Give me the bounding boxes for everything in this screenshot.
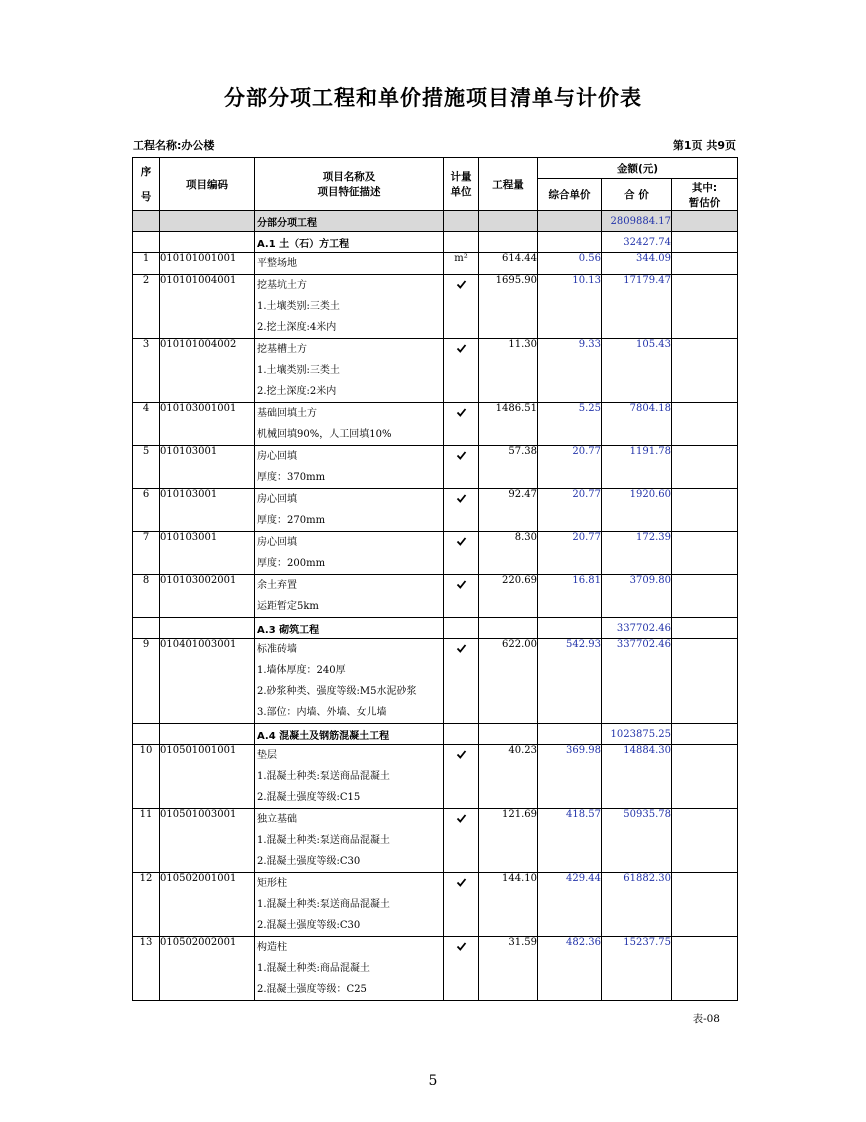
- code-cell: [160, 618, 255, 639]
- project-name: 工程名称:办公楼: [133, 139, 215, 152]
- item-total: 337702.46: [602, 639, 672, 724]
- item-unit: [444, 339, 479, 403]
- item-description: [255, 253, 444, 275]
- item-feature: 厚度：370mm: [257, 472, 326, 483]
- item-description: [255, 532, 444, 575]
- item-unit: m²: [444, 253, 479, 275]
- estimate-cell: [672, 232, 738, 253]
- item-estimate: [672, 639, 738, 724]
- item-estimate: [672, 403, 738, 446]
- item-feature: 1.混凝土种类:泵送商品混凝土: [257, 899, 390, 910]
- check-icon: [456, 813, 467, 824]
- item-estimate: [672, 532, 738, 575]
- item-code: 010502001001: [160, 873, 255, 937]
- item-feature: 2.混凝土强度等级:C15: [257, 792, 361, 803]
- table-tag: 表-08: [692, 1013, 720, 1025]
- check-icon: [456, 536, 467, 547]
- item-feature: 2.混凝土强度等级:C30: [257, 920, 361, 931]
- item-name: 标准砖墙: [257, 644, 297, 655]
- table-body: [133, 211, 738, 1001]
- header-amount: 金额(元): [538, 158, 738, 179]
- qty-cell: [479, 232, 538, 253]
- unit-cell: [444, 211, 479, 232]
- item-total: 172.39: [602, 532, 672, 575]
- item-estimate: [672, 339, 738, 403]
- item-estimate: [672, 253, 738, 275]
- item-name: 房心回填: [257, 451, 297, 462]
- item-total: 7804.18: [602, 403, 672, 446]
- item-feature: 2.挖土深度:4米内: [257, 322, 337, 333]
- item-qty: 614.44: [479, 253, 538, 275]
- item-description: [255, 403, 444, 446]
- item-code: 010103001: [160, 532, 255, 575]
- item-unit-price: 542.93: [538, 639, 602, 724]
- item-description: [255, 745, 444, 809]
- item-unit: [444, 575, 479, 618]
- item-seq: 3: [133, 339, 160, 403]
- item-code: 010103002001: [160, 575, 255, 618]
- item-feature: 3.部位：内墙、外墙、女儿墙: [257, 707, 387, 718]
- check-icon: [456, 450, 467, 461]
- header-seq-bottom: 号: [140, 191, 152, 203]
- section-row: [133, 724, 738, 745]
- header-seq-top: 序: [140, 166, 152, 178]
- item-name: 平整场地: [257, 258, 297, 269]
- header-name-line1: 项目名称及: [322, 171, 376, 183]
- item-qty: 144.10: [479, 873, 538, 937]
- item-name: 房心回填: [257, 494, 297, 505]
- item-code: 010501001001: [160, 745, 255, 809]
- item-feature: 1.土壤类别:三类土: [257, 365, 340, 376]
- check-icon: [456, 279, 467, 290]
- table-row: [133, 575, 738, 618]
- section-name: A.4 混凝土及钢筋混凝土工程: [255, 724, 444, 745]
- item-total: 61882.30: [602, 873, 672, 937]
- section-row: [133, 211, 738, 232]
- item-unit-price: 10.13: [538, 275, 602, 339]
- item-unit: [444, 532, 479, 575]
- check-icon: [456, 493, 467, 504]
- item-seq: 7: [133, 532, 160, 575]
- item-code: 010103001: [160, 489, 255, 532]
- item-unit: [444, 446, 479, 489]
- item-feature: 厚度：270mm: [257, 515, 326, 526]
- check-icon: [456, 407, 467, 418]
- item-feature: 1.墙体厚度：240厚: [257, 665, 346, 676]
- item-description: [255, 275, 444, 339]
- section-total: 337702.46: [602, 618, 672, 639]
- header-unit: [444, 158, 479, 211]
- item-seq: 10: [133, 745, 160, 809]
- item-total: 50935.78: [602, 809, 672, 873]
- unit-price-cell: [538, 618, 602, 639]
- item-description: [255, 339, 444, 403]
- item-code: 010101001001: [160, 253, 255, 275]
- item-total: 17179.47: [602, 275, 672, 339]
- seq-cell: [133, 211, 160, 232]
- table-row: [133, 446, 738, 489]
- item-feature: 1.混凝土种类:泵送商品混凝土: [257, 835, 390, 846]
- seq-cell: [133, 724, 160, 745]
- item-qty: 31.59: [479, 937, 538, 1001]
- item-seq: 11: [133, 809, 160, 873]
- item-seq: 12: [133, 873, 160, 937]
- bill-table: [132, 157, 738, 1001]
- header-code: 项目编码: [160, 158, 255, 211]
- item-feature: 厚度：200mm: [257, 558, 326, 569]
- item-seq: 6: [133, 489, 160, 532]
- item-estimate: [672, 446, 738, 489]
- item-description: [255, 575, 444, 618]
- unit-price-cell: [538, 724, 602, 745]
- estimate-cell: [672, 211, 738, 232]
- item-total: 1920.60: [602, 489, 672, 532]
- item-unit: [444, 489, 479, 532]
- section-total: 1023875.25: [602, 724, 672, 745]
- item-unit-price: 418.57: [538, 809, 602, 873]
- item-seq: 9: [133, 639, 160, 724]
- item-unit-price: 9.33: [538, 339, 602, 403]
- check-icon: [456, 579, 467, 590]
- unit-price-cell: [538, 211, 602, 232]
- section-name: A.1 土（石）方工程: [255, 232, 444, 253]
- check-icon: [456, 643, 467, 654]
- item-feature: 1.混凝土种类:泵送商品混凝土: [257, 771, 390, 782]
- item-qty: 11.30: [479, 339, 538, 403]
- item-estimate: [672, 745, 738, 809]
- item-code: 010101004002: [160, 339, 255, 403]
- item-unit-price: 482.36: [538, 937, 602, 1001]
- qty-cell: [479, 618, 538, 639]
- item-description: [255, 873, 444, 937]
- header-qty: 工程量: [479, 158, 538, 211]
- header-estimate: [672, 179, 738, 211]
- item-estimate: [672, 489, 738, 532]
- code-cell: [160, 211, 255, 232]
- item-name: 矩形柱: [257, 878, 287, 889]
- item-seq: 8: [133, 575, 160, 618]
- unit-cell: [444, 618, 479, 639]
- page-number: 5: [428, 1073, 438, 1089]
- section-row: [133, 232, 738, 253]
- item-description: [255, 937, 444, 1001]
- item-name: 挖基坑土方: [257, 280, 307, 291]
- item-feature: 机械回填90%，人工回填10%: [257, 429, 392, 440]
- item-unit-price: 20.77: [538, 446, 602, 489]
- section-total: 2809884.17: [602, 211, 672, 232]
- check-icon: [456, 343, 467, 354]
- item-name: 余土弃置: [257, 580, 297, 591]
- item-code: 010501003001: [160, 809, 255, 873]
- item-total: 1191.78: [602, 446, 672, 489]
- item-total: 15237.75: [602, 937, 672, 1001]
- header-estimate-line2: 暂估价: [688, 196, 721, 209]
- item-feature: 2.混凝土强度等级：C25: [257, 984, 367, 995]
- page-info: 第1页 共9页: [672, 139, 736, 152]
- item-seq: 4: [133, 403, 160, 446]
- item-seq: 1: [133, 253, 160, 275]
- section-name: A.3 砌筑工程: [255, 618, 444, 639]
- item-name: 垫层: [257, 750, 277, 761]
- unit-cell: [444, 232, 479, 253]
- table-row: [133, 809, 738, 873]
- item-qty: 92.47: [479, 489, 538, 532]
- item-feature: 2.挖土深度:2米内: [257, 386, 337, 397]
- item-qty: 622.00: [479, 639, 538, 724]
- header-unit-line1: 计量: [450, 171, 472, 183]
- table-row: [133, 532, 738, 575]
- item-estimate: [672, 575, 738, 618]
- item-feature: 运距暂定5km: [257, 601, 319, 612]
- item-unit: [444, 809, 479, 873]
- estimate-cell: [672, 618, 738, 639]
- item-seq: 13: [133, 937, 160, 1001]
- item-unit: [444, 275, 479, 339]
- code-cell: [160, 724, 255, 745]
- qty-cell: [479, 211, 538, 232]
- item-description: [255, 639, 444, 724]
- item-qty: 8.30: [479, 532, 538, 575]
- table-row: [133, 253, 738, 275]
- header-unit-line2: 单位: [450, 186, 472, 198]
- item-code: 010101004001: [160, 275, 255, 339]
- section-name: 分部分项工程: [255, 211, 444, 232]
- item-unit-price: 20.77: [538, 489, 602, 532]
- check-icon: [456, 877, 467, 888]
- item-total: 3709.80: [602, 575, 672, 618]
- check-icon: [456, 749, 467, 760]
- item-seq: 5: [133, 446, 160, 489]
- item-feature: 2.混凝土强度等级:C30: [257, 856, 361, 867]
- item-unit: [444, 873, 479, 937]
- item-unit-price: 0.56: [538, 253, 602, 275]
- item-total: 105.43: [602, 339, 672, 403]
- item-unit: [444, 937, 479, 1001]
- item-seq: 2: [133, 275, 160, 339]
- table-row: [133, 489, 738, 532]
- item-name: 基础回填土方: [257, 408, 317, 419]
- item-estimate: [672, 873, 738, 937]
- section-row: [133, 618, 738, 639]
- table-row: [133, 937, 738, 1001]
- item-description: [255, 809, 444, 873]
- item-name: 挖基槽土方: [257, 344, 307, 355]
- table-row: [133, 873, 738, 937]
- unit-price-cell: [538, 232, 602, 253]
- item-code: 010401003001: [160, 639, 255, 724]
- item-unit: [444, 403, 479, 446]
- item-qty: 121.69: [479, 809, 538, 873]
- item-unit-price: 429.44: [538, 873, 602, 937]
- seq-cell: [133, 618, 160, 639]
- item-total: 14884.30: [602, 745, 672, 809]
- item-name: 独立基础: [257, 814, 297, 825]
- item-description: [255, 489, 444, 532]
- table-row: [133, 403, 738, 446]
- check-icon: [456, 941, 467, 952]
- estimate-cell: [672, 724, 738, 745]
- header-unit-price: 综合单价: [538, 179, 602, 211]
- item-code: 010502002001: [160, 937, 255, 1001]
- code-cell: [160, 232, 255, 253]
- item-total: 344.09: [602, 253, 672, 275]
- qty-cell: [479, 724, 538, 745]
- item-description: [255, 446, 444, 489]
- item-unit-price: 20.77: [538, 532, 602, 575]
- section-total: 32427.74: [602, 232, 672, 253]
- header-estimate-line1: 其中:: [691, 181, 718, 194]
- item-feature: 2.砂浆种类、强度等级:M5水泥砂浆: [257, 686, 417, 697]
- item-unit-price: 369.98: [538, 745, 602, 809]
- item-name: 构造柱: [257, 942, 287, 953]
- table-row: [133, 745, 738, 809]
- table-row: [133, 639, 738, 724]
- header-total: 合 价: [602, 179, 672, 211]
- item-qty: 220.69: [479, 575, 538, 618]
- item-estimate: [672, 937, 738, 1001]
- header-seq: [133, 158, 160, 211]
- item-feature: 1.混凝土种类:商品混凝土: [257, 963, 370, 974]
- item-qty: 1695.90: [479, 275, 538, 339]
- seq-cell: [133, 232, 160, 253]
- table-row: [133, 275, 738, 339]
- item-estimate: [672, 275, 738, 339]
- header-name: [255, 158, 444, 211]
- item-unit: [444, 745, 479, 809]
- item-code: 010103001001: [160, 403, 255, 446]
- item-qty: 40.23: [479, 745, 538, 809]
- unit-cell: [444, 724, 479, 745]
- page-title: 分部分项工程和单价措施项目清单与计价表: [224, 86, 642, 110]
- header-name-line2: 项目特征描述: [317, 186, 381, 198]
- item-unit: [444, 639, 479, 724]
- item-qty: 57.38: [479, 446, 538, 489]
- item-unit-price: 16.81: [538, 575, 602, 618]
- table-row: [133, 339, 738, 403]
- item-code: 010103001: [160, 446, 255, 489]
- item-qty: 1486.51: [479, 403, 538, 446]
- item-unit-price: 5.25: [538, 403, 602, 446]
- item-name: 房心回填: [257, 537, 297, 548]
- item-estimate: [672, 809, 738, 873]
- item-feature: 1.土壤类别:三类土: [257, 301, 340, 312]
